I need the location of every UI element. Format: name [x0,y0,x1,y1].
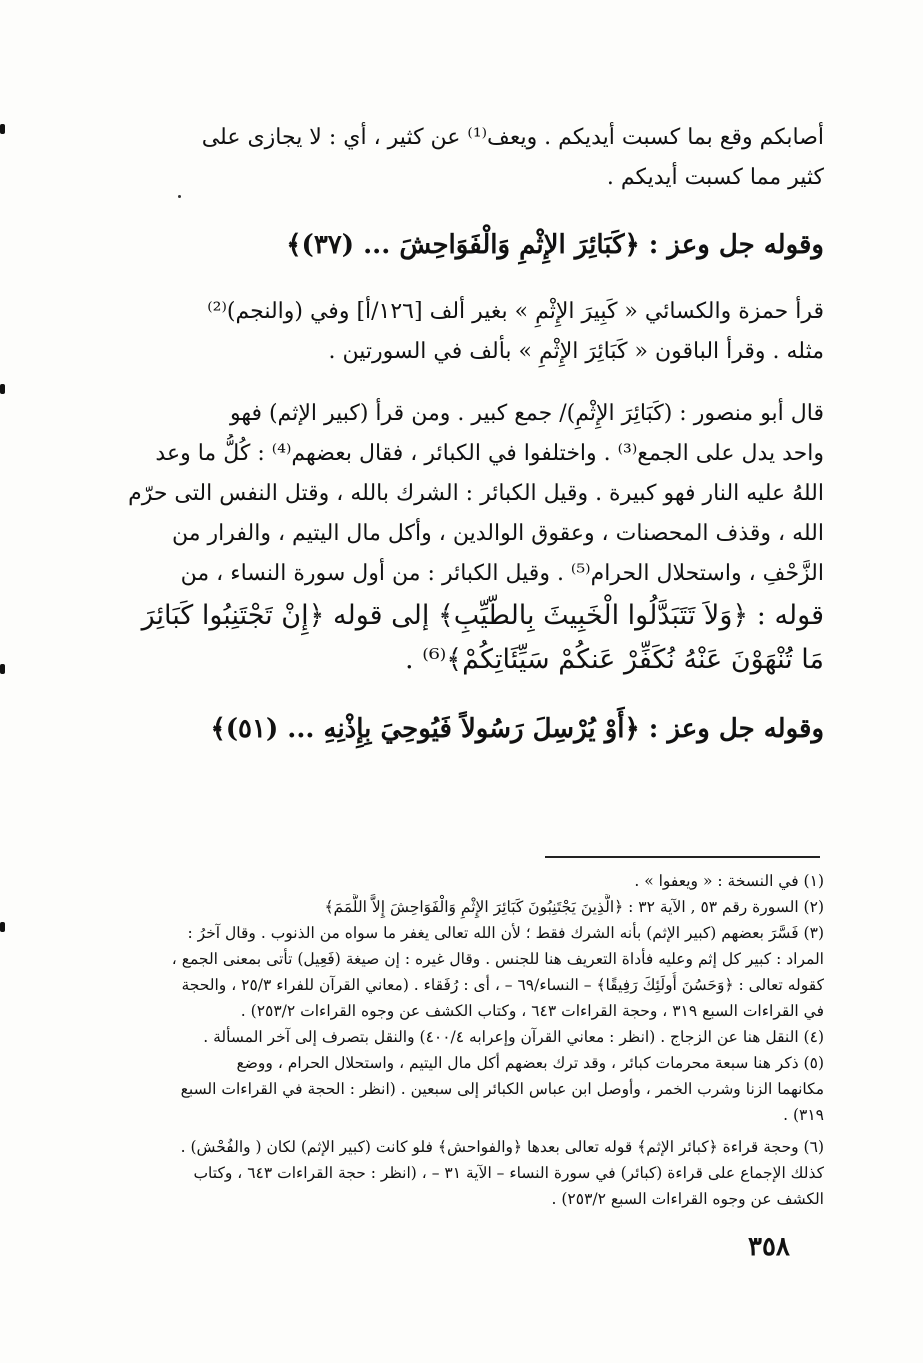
footnote-line: كذلك الإجماع على قراءة (كبائر) في سورة النساء – الآية ٣١ – ، (انظر : حجة القراءات ٦٤٣ ، وكتاب [193,1164,824,1182]
page-number: ٣٥٨ [748,1232,790,1262]
quran-line: مَا تُنْهَوْنَ عَنْهُ نُكَفِّرْ عَنكُمْ سَيِّئَاتِكُمْ﴾⁽⁶⁾ . [405,644,824,675]
margin-mark [0,664,5,674]
footnote-line: (٣) فَسَّرَ بعضهم (كبير الإثم) بأنه الشرك فقط ؛ لأن الله تعالى يغفر ما سواه من الذنوب . وقال آخرُ : [187,924,824,942]
footnote-line: مكانهما الزنا وشرب الخمر ، وأوصل ابن عباس الكبائر إلى سبعين . (انظر : الحجة في القراءات السبع [180,1080,824,1098]
text-line: أصابكم وقع بما كسبت أيديكم . ويعف⁽¹⁾ عن كثير ، أي : لا يجازى على [201,125,824,150]
margin-mark [0,922,5,932]
verse-heading: وقوله جل وعز : ﴿كَبَائِرَ الإِثْمِ وَالْفَوَاحِشَ ... (٣٧)﴾ [286,230,824,260]
verse-heading: وقوله جل وعز : ﴿أَوْ يُرْسِلَ رَسُولاً فَيُوحِيَ بِإِذْنِهِ ... (٥١)﴾ [210,714,824,744]
footnote-divider [545,856,820,858]
text-line: مثله . وقرأ الباقون « كَبَائِرَ الإِثْمِ » بألف في السورتين . [328,339,824,364]
footnote-line: كقوله تعالى : ﴿وَحَسُنَ أُولَئِكَ رَفِيقًا﴾ – النساء/٦٩ – ، أى : رُفَقاء . (معاني القرآن للفراء ٢٥/٣ ، والحجة [181,976,824,994]
footnote-line: ٣١٩) . [783,1106,824,1124]
footnotes [100,868,824,1212]
footnote-line: (٥) ذكر هنا سبعة محرمات كبائر ، وقد ترك بعضهم أكل مال اليتيم ، واستحلال الحرام ، ووضع [236,1054,824,1072]
main-text [100,118,824,754]
text-line: قرأ حمزة والكسائي « كَبِيرَ الإِثْمِ » بغير ألف [١٢٦/أ] وفي (والنجم)⁽²⁾ [207,299,824,324]
text-line: كثير مما كسبت أيديكم . [606,165,824,190]
margin-mark [0,384,5,394]
text-line: الزَّحْفِ ، واستحلال الحرام⁽⁵⁾ . وقيل الكبائر : من أول سورة النساء ، من [180,561,824,586]
quran-line: قوله : ﴿وَلاَ تَتَبَدَّلُوا الْخَبِيثَ بِالطَّيِّبِ﴾ إلى قوله ﴿إِنْ تَجْتَنِبُوا كَبَائِرَ [141,600,824,631]
footnote-line: الكشف عن وجوه القراءات السبع ٢٥٣/٢) . [551,1190,824,1208]
footnote-line: في القراءات السبع ٣١٩ ، وحجة القراءات ٦٤٣ ، وكتاب الكشف عن وجوه القراءات ٢٥٣/٢) . [240,1002,824,1020]
footnote-line: (٢) السورة رقم ٥٣ , الآية ٣٢ : ﴿الَّذِينَ يَجْتَنِبُونَ كَبَائِرَ الإِثْمِ وَالْفَوَاحِشَ إِلاَّ اللَّمَمَ﴾ [324,898,824,916]
footnote-line: المراد : كبير كل إثم وعليه فأداة التعريف هنا للجنس . وقال غيره : إن صيغة (فَعِيل) تأتى بمعنى الجمع ، [171,950,824,968]
text-line: قال أبو منصور : (كَبَائِرَ الإِثْمِ)/ جمع كبير . ومن قرأ (كبير الإثم) فهو [229,401,824,426]
text-line: الله ، وقذف المحصنات ، وعقوق الوالدين ، وأكل مال اليتيم ، والفرار من [172,521,824,546]
text-line: اللهُ عليه النار فهو كبيرة . وقيل الكبائر : الشرك بالله ، وقتل النفس التى حرّم [128,481,824,506]
footnote-line: (٦) وحجة قراءة ﴿كبائر الإثم﴾ قوله تعالى بعدها ﴿والفواحش﴾ فلو كانت (كبير الإثم) لكان ( والفُحْش) . [180,1138,824,1156]
footnote-line: (١) في النسخة : « ويعفوا » . [634,872,824,890]
text-line: واحد يدل على الجمع⁽³⁾ . واختلفوا في الكبائر ، فقال بعضهم⁽⁴⁾ : كُلُّ ما وعد [155,441,824,466]
footnote-line: (٤) النقل هنا عن الزجاج . (انظر : معاني القرآن وإعرابه ٤٠٠/٤) والنقل بتصرف إلى آخر المسألة . [203,1028,824,1046]
margin-mark [0,124,5,134]
